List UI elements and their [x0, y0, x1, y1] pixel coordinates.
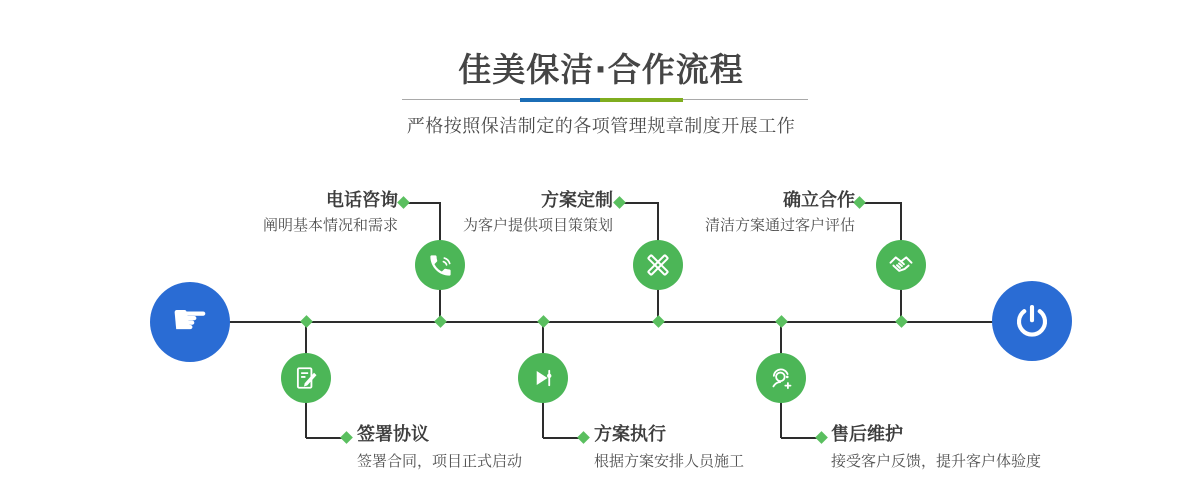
junction-diamond	[537, 315, 550, 328]
step-title: 售后维护	[831, 424, 903, 445]
junction-diamond	[652, 315, 665, 328]
step-label-after-sales	[831, 425, 1041, 470]
step-label-plan-design	[463, 191, 613, 234]
label-diamond	[577, 431, 590, 444]
step-label-sign-agreement	[357, 425, 522, 470]
plan-design-step-circle	[633, 240, 683, 290]
connector-line	[306, 437, 343, 439]
connector-line	[407, 202, 440, 204]
step-title: 方案定制	[541, 190, 613, 211]
junction-diamond	[434, 315, 447, 328]
phone-step-circle	[415, 240, 465, 290]
connector-line	[543, 437, 580, 439]
label-diamond	[397, 196, 410, 209]
contract-pen-icon	[293, 365, 319, 391]
handshake-icon	[887, 251, 915, 279]
step-desc: 清洁方案通过客户评估	[704, 215, 855, 234]
phone-icon	[427, 252, 454, 279]
step-desc: 根据方案安排人员施工	[594, 451, 745, 470]
step-desc: 签署合同，项目正式启动	[357, 451, 523, 470]
flow-start-circle	[150, 282, 230, 362]
junction-diamond	[895, 315, 908, 328]
step-desc: 为客户提供项目策策划	[462, 215, 613, 234]
step-label-phone-consult	[263, 191, 398, 234]
timeline-main-line	[228, 321, 994, 323]
page-title: 佳美保洁·合作流程	[458, 50, 744, 89]
label-diamond	[815, 431, 828, 444]
step-label-confirm-cooperation	[705, 191, 855, 234]
connector-line	[864, 202, 901, 204]
step-desc: 接受客户反馈，提升客户体验度	[831, 451, 1042, 470]
step-title: 电话咨询	[326, 190, 398, 211]
after-sales-step-circle	[756, 353, 806, 403]
step-label-plan-execution	[594, 425, 744, 470]
customer-service-plus-icon	[768, 365, 795, 392]
execution-step-circle	[518, 353, 568, 403]
title-divider	[402, 99, 808, 100]
contract-step-circle	[281, 353, 331, 403]
connector-line	[624, 202, 658, 204]
junction-diamond	[775, 315, 788, 328]
cooperation-step-circle	[876, 240, 926, 290]
label-diamond	[340, 431, 353, 444]
pointing-hand-icon: ☛	[171, 295, 209, 344]
label-diamond	[613, 196, 626, 209]
step-desc: 阐明基本情况和需求	[262, 215, 398, 234]
step-title: 方案执行	[594, 424, 666, 445]
step-title: 确立合作	[783, 190, 855, 211]
power-icon	[1013, 302, 1051, 340]
page-subtitle: 严格按照保洁制定的各项管理规章制度开展工作	[406, 116, 796, 137]
step-title: 签署协议	[357, 424, 429, 445]
label-diamond	[853, 196, 866, 209]
pencil-ruler-icon	[644, 251, 672, 279]
flow-end-circle	[992, 281, 1072, 361]
divider-green-segment	[600, 98, 683, 102]
junction-diamond	[300, 315, 313, 328]
connector-line	[781, 437, 818, 439]
play-adjust-icon	[530, 365, 556, 391]
divider-blue-segment	[520, 98, 600, 102]
